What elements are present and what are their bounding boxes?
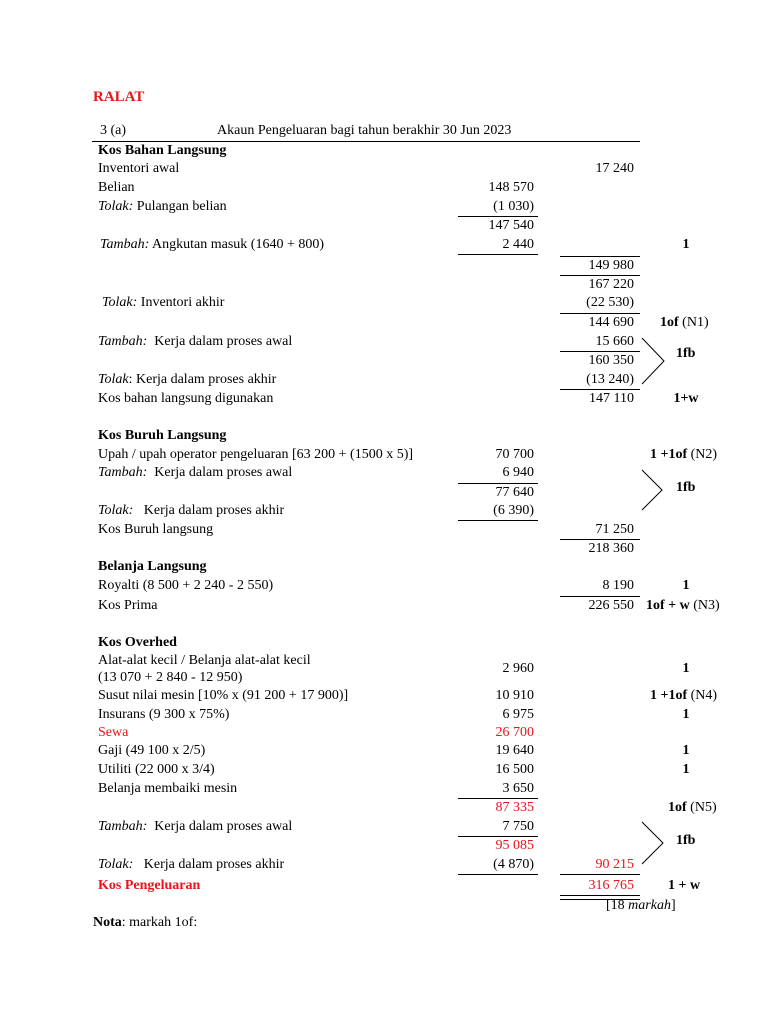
mark: 1+w — [673, 391, 699, 406]
kos-prima-amount: 226 550 — [588, 598, 634, 613]
tolak-label: Tolak: — [98, 199, 134, 214]
kdp-akhir-label: Kerja dalam proses akhir — [143, 857, 285, 872]
tambah-label: Tambah: — [98, 819, 148, 834]
mark: 1 — [682, 578, 690, 593]
rule — [560, 389, 640, 390]
insurans-label: Insurans (9 300 x 75%) — [98, 707, 230, 722]
kdp-akhir-amount: (6 390) — [493, 503, 534, 518]
overhed-total: 90 215 — [595, 857, 634, 872]
rule — [560, 275, 640, 276]
alat-label-1: Alat-alat kecil / Belanja alat-alat kecil — [98, 653, 311, 668]
nota — [93, 915, 197, 931]
overhed-heading: Kos Overhed — [98, 635, 177, 650]
bahan-subtotal-2: 149 980 — [588, 258, 634, 273]
bahan-heading: Kos Bahan Langsung — [98, 143, 227, 158]
kos-pengeluaran-label: Kos Pengeluaran — [98, 878, 201, 893]
kdp-awal-label: Kerja dalam proses awal — [154, 334, 293, 349]
note-ref: (N5) — [690, 800, 717, 815]
statement-title: Akaun Pengeluaran bagi tahun berakhir 30 Jun 2023 — [217, 123, 512, 138]
brace-icon — [640, 468, 674, 512]
angkutan-amount: 2 440 — [502, 237, 534, 252]
digunakan-label: Kos bahan langsung digunakan — [98, 391, 274, 406]
upah-label: Upah / upah operator pengeluaran [63 200 + (1500 x 5)] — [98, 447, 414, 462]
overhed-subtotal-2: 95 085 — [495, 838, 534, 853]
inv-awal-amount: 17 240 — [595, 161, 634, 176]
rule — [458, 483, 538, 484]
mark: 1fb — [676, 346, 696, 361]
tolak-label: Tolak — [98, 372, 129, 387]
kos-buruh-amount: 71 250 — [595, 522, 634, 537]
kdp-awal-amount: 6 940 — [502, 465, 534, 480]
mark: 1 +1of — [650, 447, 688, 462]
digunakan-amount: 147 110 — [589, 391, 634, 406]
mark: 1 — [682, 707, 690, 722]
bahan-subtotal-4: 144 690 — [588, 315, 634, 330]
kdp-awal-amount: 7 750 — [502, 819, 534, 834]
royalti-amount: 8 190 — [602, 578, 634, 593]
susut-amount: 10 910 — [495, 688, 534, 703]
mark: 1 — [682, 743, 690, 758]
alat-amount: 2 960 — [502, 661, 534, 676]
mark: 1fb — [676, 480, 696, 495]
utiliti-amount: 16 500 — [495, 762, 534, 777]
bahan-subtotal-3: 167 220 — [588, 277, 634, 292]
utiliti-label: Utiliti (22 000 x 3/4) — [98, 762, 215, 777]
mark: 1 — [682, 237, 690, 252]
rule — [560, 596, 640, 597]
brace-icon — [640, 336, 674, 386]
kdp-awal-label: Kerja dalam proses awal — [154, 819, 293, 834]
alat-label-2: (13 070 + 2 840 - 12 950) — [98, 670, 243, 685]
bahan-subtotal-1: 147 540 — [488, 218, 534, 233]
rule — [458, 874, 538, 875]
gaji-label: Gaji (49 100 x 2/5) — [98, 743, 206, 758]
mark: 1of — [668, 800, 687, 815]
angkutan-label: Angkutan masuk (1640 + 800) — [152, 237, 325, 252]
kos-pengeluaran-amount: 316 765 — [588, 878, 634, 893]
upah-amount: 70 700 — [495, 447, 534, 462]
note-ref: (N2) — [690, 447, 718, 462]
gaji-amount: 19 640 — [495, 743, 534, 758]
note-ref: (N4) — [690, 688, 718, 703]
rule — [560, 351, 640, 352]
insurans-amount: 6 975 — [502, 707, 534, 722]
rule — [458, 520, 538, 521]
tambah-label: Tambah: — [100, 237, 150, 252]
buruh-heading: Kos Buruh Langsung — [98, 428, 227, 443]
tolak-label: Tolak: — [98, 503, 134, 518]
sewa-label: Sewa — [98, 725, 129, 740]
inv-awal-label: Inventori awal — [98, 161, 180, 176]
tolak-label: Tolak: — [102, 295, 138, 310]
note-ref: (N3) — [693, 598, 720, 613]
mark: 1fb — [676, 833, 696, 848]
kdp-awal-amount: 15 660 — [595, 334, 634, 349]
rule — [560, 256, 640, 257]
nota-label: Nota — [93, 915, 122, 930]
kdp-akhir-amount: (13 240) — [586, 372, 634, 387]
question-number: 3 (a) — [100, 123, 127, 138]
rule — [458, 254, 538, 255]
kos-prima-label: Kos Prima — [98, 598, 158, 613]
rule — [458, 216, 538, 217]
royalti-label: Royalti (8 500 + 2 240 - 2 550) — [98, 578, 274, 593]
membaiki-amount: 3 650 — [502, 781, 534, 796]
buruh-subtotal-1: 77 640 — [495, 485, 534, 500]
rule — [560, 313, 640, 314]
mark: 1of — [660, 315, 679, 330]
header-rule — [92, 141, 640, 142]
tolak-label: Tolak: — [98, 857, 134, 872]
susut-label: Susut nilai mesin [10% x (91 200 + 17 900)] — [98, 688, 349, 703]
kdp-akhir-label: Kerja dalam proses akhir — [143, 503, 285, 518]
belanja-heading: Belanja Langsung — [98, 559, 207, 574]
rule — [560, 874, 640, 875]
inv-akhir-amount: (22 530) — [586, 295, 634, 310]
sewa-amount: 26 700 — [495, 725, 534, 740]
note-ref: (N1) — [682, 315, 709, 330]
total-markah: [18 markah] — [606, 898, 676, 913]
belian-amount: 148 570 — [488, 180, 534, 195]
bahan-subtotal-5: 160 350 — [588, 353, 634, 368]
overhed-subtotal-1: 87 335 — [495, 800, 534, 815]
brace-icon — [640, 820, 674, 866]
buruh-subtotal-2: 218 360 — [588, 541, 634, 556]
mark: 1 + w — [668, 878, 701, 893]
mark: 1 — [682, 762, 690, 777]
pulangan-label: Pulangan belian — [136, 199, 227, 214]
membaiki-label: Belanja membaiki mesin — [98, 781, 238, 796]
kos-buruh-label: Kos Buruh langsung — [98, 522, 214, 537]
tambah-label: Tambah: — [98, 465, 148, 480]
mark: 1 +1of — [650, 688, 688, 703]
tambah-label: Tambah: — [98, 334, 148, 349]
nota-text: : markah 1of: — [121, 915, 198, 930]
rule — [458, 836, 538, 837]
belian-label: Belian — [98, 180, 135, 195]
rule — [560, 539, 640, 540]
mark: 1 — [682, 661, 690, 676]
kdp-akhir-label: : Kerja dalam proses akhir — [128, 372, 277, 387]
rule — [458, 798, 538, 799]
ralat-heading: RALAT — [93, 89, 145, 105]
kdp-akhir-amount: (4 870) — [493, 857, 534, 872]
pulangan-amount: (1 030) — [493, 199, 534, 214]
mark: 1of + w — [646, 598, 690, 613]
kdp-awal-label: Kerja dalam proses awal — [154, 465, 293, 480]
inv-akhir-label: Inventori akhir — [140, 295, 225, 310]
